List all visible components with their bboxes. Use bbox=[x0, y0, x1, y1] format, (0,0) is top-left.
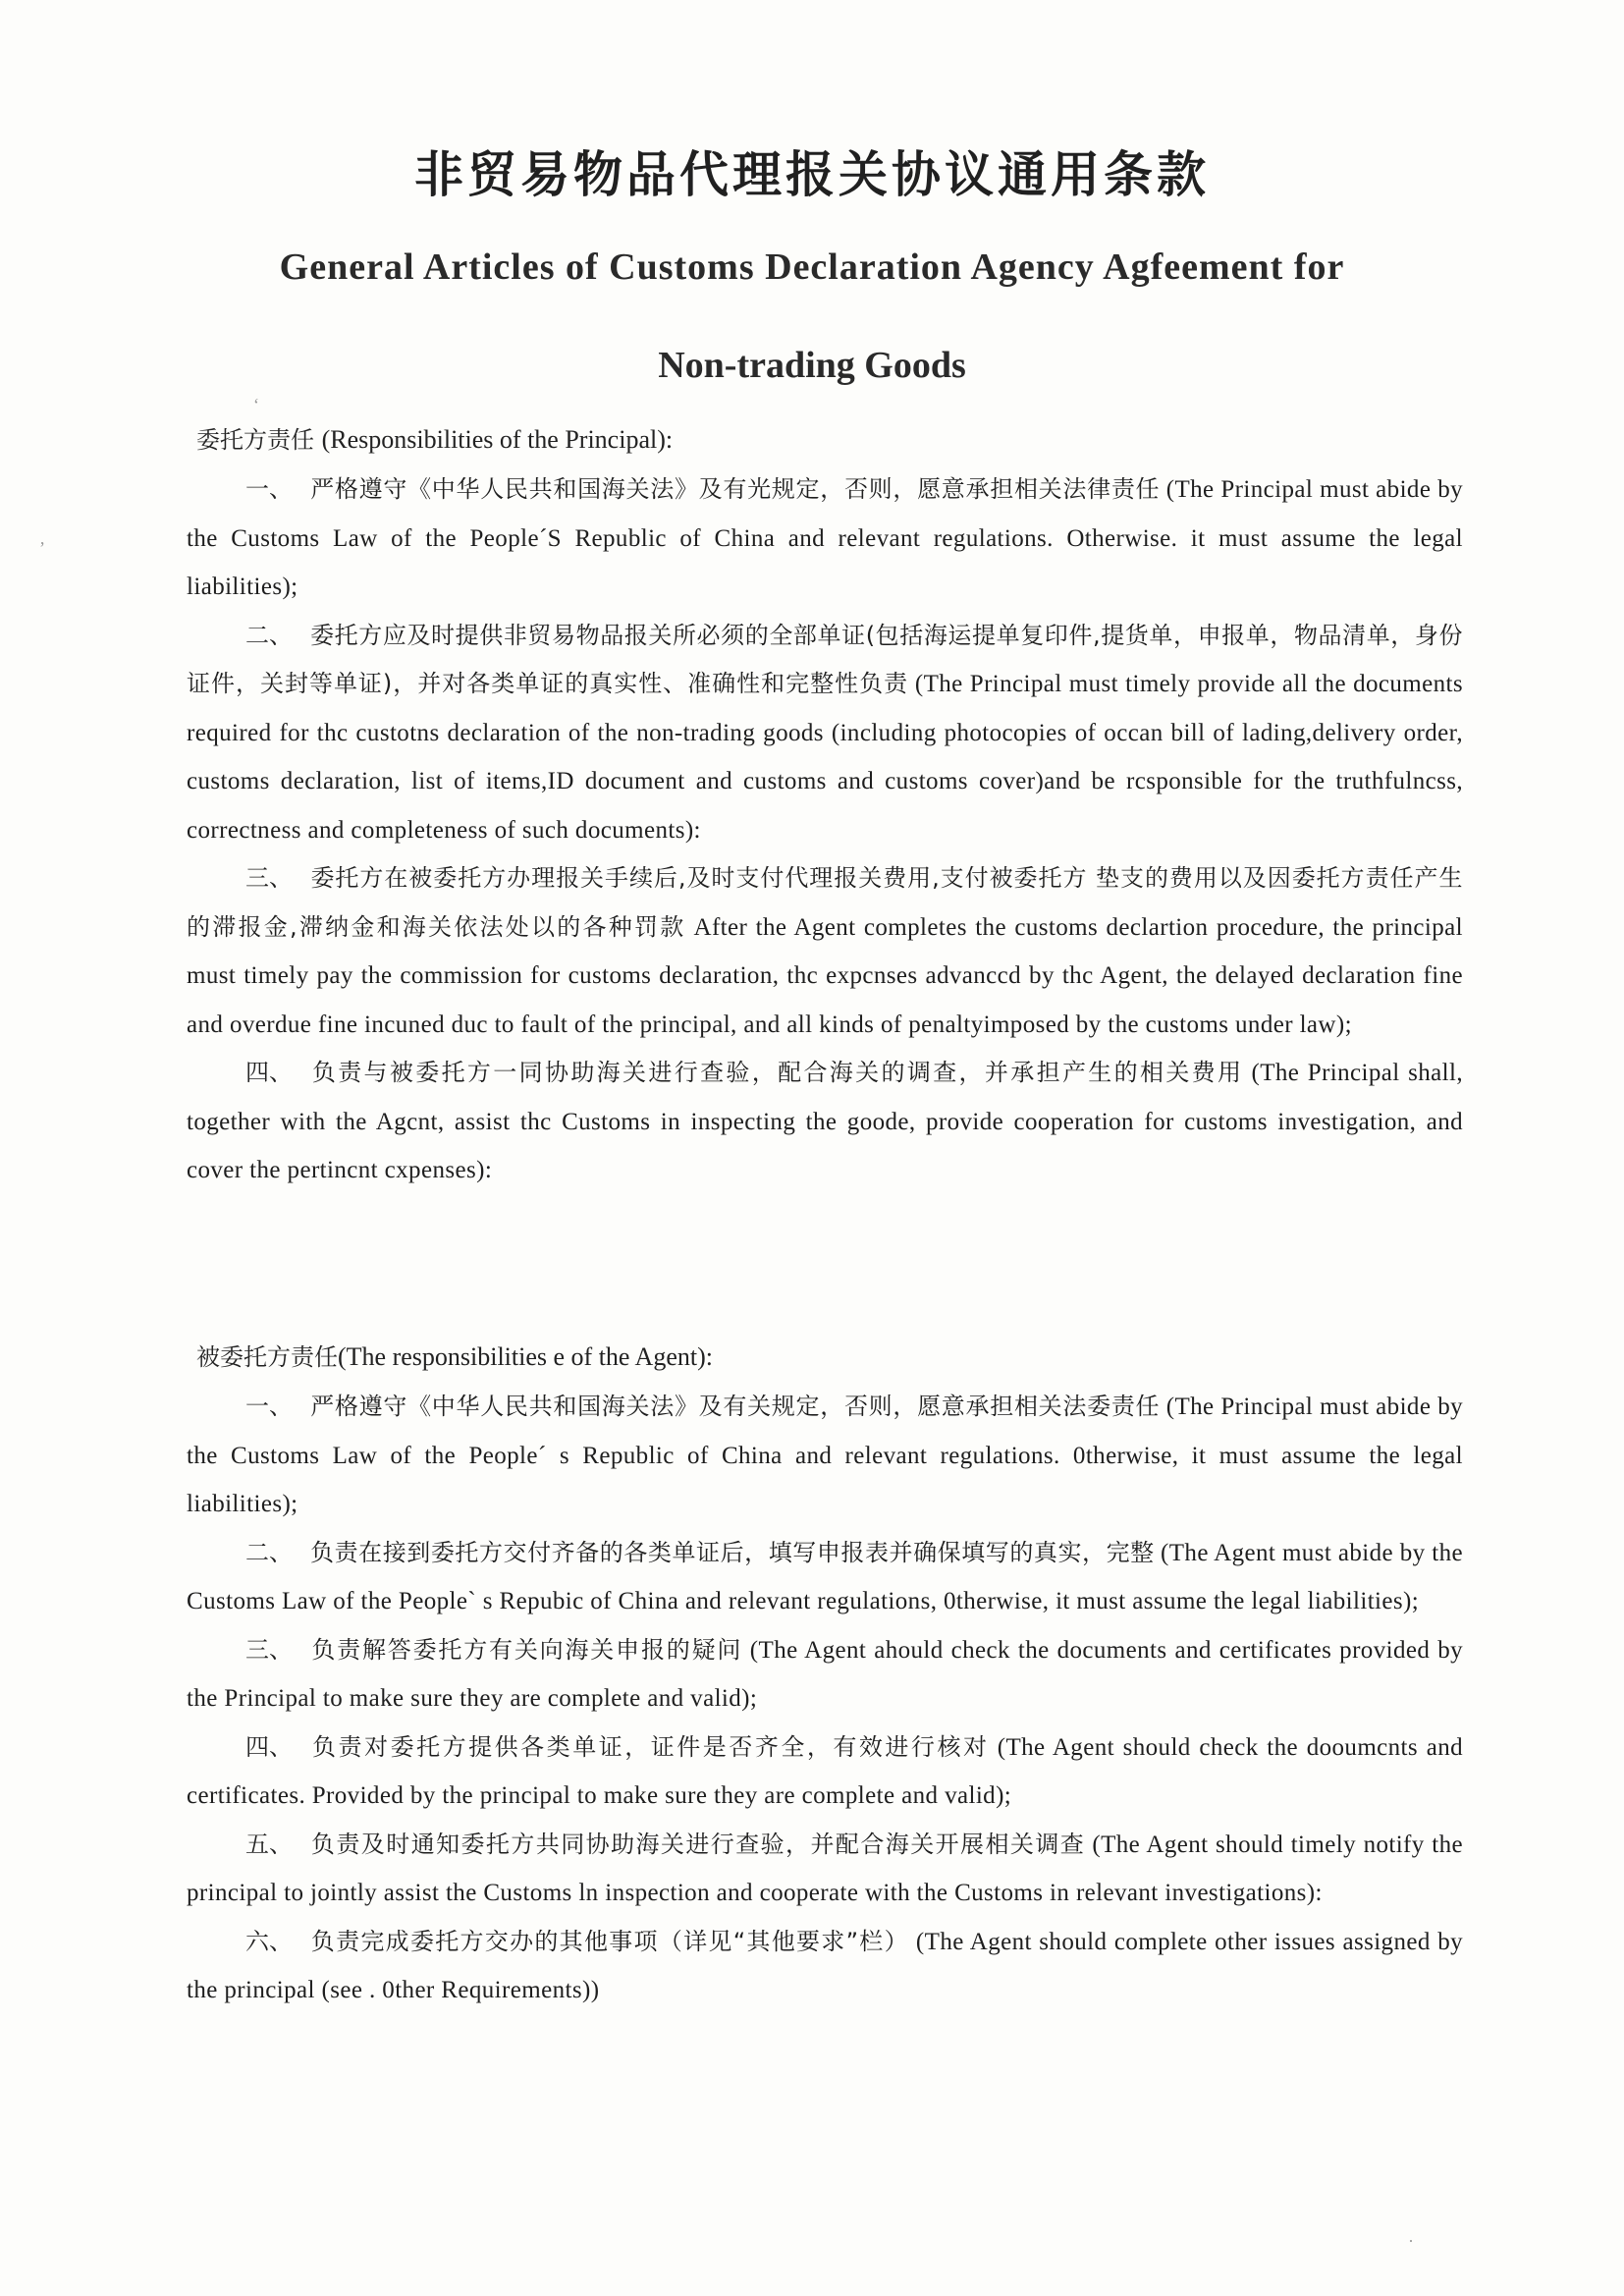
clause-text-chinese: 负责完成委托方交办的其他事项（详见“其他要求”栏） bbox=[310, 1927, 909, 1955]
section-heading-chinese: 被委托方责任 bbox=[196, 1343, 338, 1371]
section-heading-english: (Responsibilities of the Principal): bbox=[321, 425, 674, 454]
clause-text-english: (The Principal must timely provide all the documents required for thc custotns declaration of the non-trading goods (including photocopies of occan bill of lading,delivery order, customs declaration, list of items,ID document and customs and customs cover)and be rcsponsible for the truthfulncss, correctness and completeness of such documents): bbox=[187, 671, 1463, 844]
clause-item bbox=[187, 1529, 1463, 1626]
clause-text-chinese: 委托方应及时提供非贸易物品报关所必须的全部单证(包括海运提单复印件,提货单，申报单，物品清单，身份证件，关封等单证)，并对各类单证的真实性、准确性和完整性负责 bbox=[187, 621, 1463, 697]
clause-text-chinese: 严格遵守《中华人民共和国海关法》及有关规定，否则，愿意承担相关法委责任 bbox=[310, 1393, 1161, 1420]
clause-item bbox=[187, 1383, 1463, 1529]
scan-speck: ʼ bbox=[39, 538, 45, 558]
clause-text-english: (The Principal shall, together with the Agcnt, assist thc Customs in inspecting the goode, provide cooperation for customs investigation, and cover the pertincnt cxpenses): bbox=[187, 1060, 1463, 1183]
clause-text-english: (The Agent should complete other issues assigned by the principal (see . 0ther Requirements)) bbox=[187, 1928, 1463, 2003]
clause-number: 三、 bbox=[245, 1635, 293, 1664]
clause-number: 一、 bbox=[245, 1393, 293, 1420]
clause-text-english: After the Agent completes the customs declartion procedure, the principal must timely pay the commission for customs declaration, thc expcnses advanccd by thc Agent, the delayed declaration fine and overdue fine incuned duc to fault of the principal, and all kinds of penaltyimposed by the customs under law); bbox=[187, 913, 1463, 1038]
clause-number: 二、 bbox=[245, 621, 293, 649]
clause-number: 四、 bbox=[245, 1059, 293, 1086]
clause-text-english: (The Agent should timely notify the principal to jointly assist the Customs ln inspection and cooperate with the Customs in relevant investigations): bbox=[187, 1831, 1464, 1906]
principal-responsibilities-section bbox=[187, 420, 1463, 1195]
clause-text-chinese: 严格遵守《中华人民共和国海关法》及有光规定，否则，愿意承担相关法律责任 bbox=[310, 475, 1161, 503]
clause-text-chinese: 负责对委托方提供各类单证，证件是否齐全，有效进行核对 bbox=[310, 1732, 990, 1761]
scan-speck: ʻ bbox=[253, 395, 259, 414]
clause-text-english: (The Principal must abide by the Customs Law of the People´ s Republic of China and relevant regulations. 0therwise, it must assume the legal liabilities); bbox=[187, 1394, 1463, 1517]
section-heading bbox=[196, 420, 1463, 460]
clause-text-english: (The Agent should check the dooumcnts and certificates. Provided by the principal to make sure they are complete and valid); bbox=[187, 1733, 1464, 1809]
clause-text-chinese: 负责解答委托方有关向海关申报的疑问 bbox=[310, 1635, 743, 1664]
clause-item bbox=[187, 465, 1463, 612]
clause-text-english: (The Agent ahould check the documents and certificates provided by the Principal to make sure they are complete and valid); bbox=[187, 1636, 1464, 1712]
clause-item bbox=[187, 1918, 1463, 2015]
clause-text-chinese: 负责及时通知委托方共同协助海关进行查验，并配合海关开展相关调查 bbox=[310, 1830, 1086, 1858]
clause-number: 三、 bbox=[245, 864, 293, 892]
section-heading-english: (The responsibilities e of the Agent): bbox=[338, 1342, 713, 1371]
document-title-english-line2: Non-trading Goods bbox=[658, 345, 966, 386]
clause-item bbox=[187, 1821, 1463, 1918]
clause-number: 一、 bbox=[245, 475, 293, 503]
clause-number: 四、 bbox=[245, 1732, 293, 1761]
clause-item bbox=[187, 1049, 1463, 1195]
scan-speck: · bbox=[1408, 2231, 1414, 2251]
section-heading bbox=[196, 1338, 1463, 1377]
clause-text-english: (The Agent must abide by the Customs Law of the People` s Repubic of China and relevant regulations, 0therwise, it must assume the legal liabilities); bbox=[187, 1539, 1463, 1614]
clause-number: 五、 bbox=[245, 1830, 293, 1858]
clause-text-chinese: 负责与被委托方一同协助海关进行查验，配合海关的调查，并承担产生的相关费用 bbox=[310, 1059, 1244, 1086]
clause-item bbox=[187, 1626, 1463, 1723]
clause-item bbox=[187, 612, 1463, 855]
clause-item bbox=[187, 854, 1463, 1049]
clause-item bbox=[187, 1723, 1463, 1821]
section-heading-chinese: 委托方责任 bbox=[196, 426, 314, 454]
clause-text-chinese: 负责在接到委托方交付齐备的各类单证后，填写申报表并确保填写的真实，完整 bbox=[310, 1538, 1155, 1566]
clause-number: 二、 bbox=[245, 1538, 293, 1566]
document-title-chinese: 非贸易物品代理报关协议通用条款 bbox=[414, 146, 1210, 203]
clause-number: 六、 bbox=[245, 1927, 293, 1955]
document-title-english-line1: General Articles of Customs Declaration Agency Agfeement for bbox=[279, 246, 1345, 288]
clause-text-english: (The Principal must abide by the Customs Law of the People´S Republic of China and relevant regulations. Otherwise. it must assume the legal liabilities); bbox=[187, 476, 1463, 600]
agent-responsibilities-section bbox=[187, 1338, 1463, 2015]
clause-text-chinese: 委托方在被委托方办理报关手续后,及时支付代理报关费用,支付被委托方 垫支的费用以及因委托方责任产生的滞报金,滞纳金和海关依法处以的各种罚款 bbox=[187, 864, 1463, 941]
